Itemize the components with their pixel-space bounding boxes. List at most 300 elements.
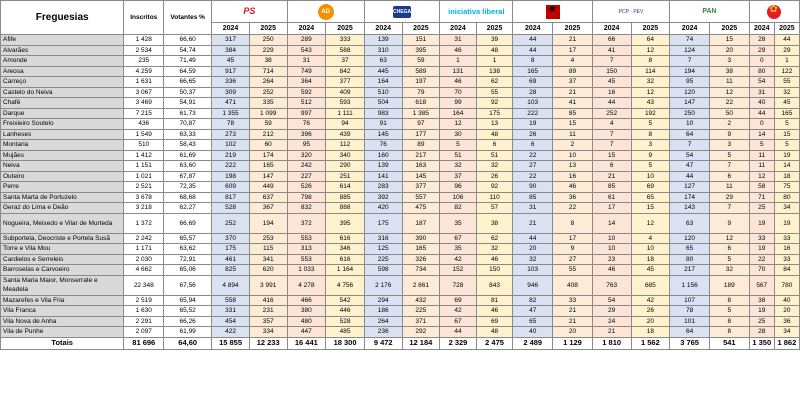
chega-logo-text: CHEGA xyxy=(393,6,411,18)
inscritos-cell: 1 549 xyxy=(124,129,164,140)
vote-cell: 44 xyxy=(440,327,477,338)
vote-cell: 331 xyxy=(212,306,250,317)
vote-cell: 983 xyxy=(364,108,402,119)
vote-cell: 1 164 xyxy=(326,265,365,276)
vote-cell: 139 xyxy=(364,161,402,172)
totals-votantes: 64,60 xyxy=(164,337,212,349)
vote-cell: 112 xyxy=(326,140,365,151)
livre-flower-icon xyxy=(767,5,781,19)
vote-cell: 26 xyxy=(513,129,553,140)
vote-cell: 69 xyxy=(631,182,670,193)
vote-cell: 51 xyxy=(476,150,513,161)
year-2025: 2025 xyxy=(249,23,287,35)
vote-cell: 96 xyxy=(440,182,477,193)
vote-cell: 57 xyxy=(476,203,513,214)
vote-cell: 24 xyxy=(592,316,631,327)
vote-cell: 728 xyxy=(440,275,477,295)
vote-cell: 504 xyxy=(364,98,402,109)
freguesia-name: Freixieiro Soutelo xyxy=(1,119,124,130)
vote-cell: 194 xyxy=(670,66,710,77)
vote-cell: 8 xyxy=(553,213,593,233)
year-2025: 2025 xyxy=(326,23,365,35)
vote-cell: 370 xyxy=(212,233,250,244)
vote-cell: 62 xyxy=(476,233,513,244)
freguesia-name: Carreço xyxy=(1,77,124,88)
table-row xyxy=(1,295,800,306)
freguesia-name: Mujães xyxy=(1,150,124,161)
table-row xyxy=(1,66,800,77)
vote-cell: 10 xyxy=(592,233,631,244)
vote-cell: 75 xyxy=(774,182,799,193)
vote-cell: 842 xyxy=(326,66,365,77)
vote-cell: 107 xyxy=(670,295,710,306)
freguesia-name: Vila Nova de Anha xyxy=(1,316,124,327)
vote-cell: 832 xyxy=(287,203,326,214)
votantes-cell: 63,62 xyxy=(164,244,212,255)
vote-cell: 618 xyxy=(402,98,440,109)
vote-cell: 95 xyxy=(670,77,710,88)
vote-cell: 439 xyxy=(326,129,365,140)
vote-cell: 997 xyxy=(287,108,326,119)
vote-cell: 588 xyxy=(326,45,365,56)
vote-cell: 885 xyxy=(326,192,365,203)
vote-cell: 6 xyxy=(476,140,513,151)
vote-cell: 15 xyxy=(592,150,631,161)
vote-cell: 192 xyxy=(631,108,670,119)
freguesia-name: Perre xyxy=(1,182,124,193)
table-row xyxy=(1,56,800,67)
vote-cell: 103 xyxy=(513,98,553,109)
vote-cell: 197 xyxy=(402,77,440,88)
vote-cell: 80 xyxy=(774,192,799,203)
vote-cell: 21 xyxy=(592,171,631,182)
vote-cell: 131 xyxy=(440,66,477,77)
vote-cell: 289 xyxy=(287,35,326,46)
table-row xyxy=(1,98,800,109)
vote-cell: 320 xyxy=(287,150,326,161)
votantes-cell: 58,43 xyxy=(164,140,212,151)
vote-cell: 15 xyxy=(774,129,799,140)
vote-cell: 5 xyxy=(631,119,670,130)
vote-cell: 340 xyxy=(326,150,365,161)
year-2025: 2025 xyxy=(402,23,440,35)
vote-cell: 1 033 xyxy=(287,265,326,276)
vote-cell: 317 xyxy=(212,35,250,46)
vote-cell: 94 xyxy=(326,119,365,130)
vote-cell: 817 xyxy=(212,192,250,203)
vote-cell: 34 xyxy=(774,203,799,214)
vote-cell: 32 xyxy=(476,161,513,172)
vote-cell: 212 xyxy=(249,129,287,140)
vote-cell: 946 xyxy=(513,275,553,295)
vote-cell: 51 xyxy=(440,150,477,161)
vote-cell: 92 xyxy=(476,98,513,109)
freguesia-name: Montaria xyxy=(1,140,124,151)
vote-cell: 0 xyxy=(749,56,774,67)
vote-cell: 20 xyxy=(709,45,749,56)
vote-cell: 14 xyxy=(592,213,631,233)
vote-cell: 253 xyxy=(249,233,287,244)
freguesia-name: Vila de Punhe xyxy=(1,327,124,338)
vote-cell: 7 xyxy=(709,203,749,214)
inscritos-cell: 2 291 xyxy=(124,316,164,327)
vote-cell: 145 xyxy=(364,129,402,140)
vote-cell: 150 xyxy=(476,265,513,276)
vote-cell: 15 xyxy=(553,119,593,130)
vote-cell: 32 xyxy=(774,87,799,98)
vote-cell: 10 xyxy=(631,171,670,182)
vote-cell: 120 xyxy=(670,87,710,98)
votantes-cell: 64,59 xyxy=(164,66,212,77)
vote-cell: 543 xyxy=(287,45,326,56)
votantes-cell: 63,60 xyxy=(164,161,212,172)
vote-cell: 44 xyxy=(670,171,710,182)
totals-vote-cell: 541 xyxy=(709,337,749,349)
vote-cell: 4 756 xyxy=(326,275,365,295)
vote-cell: 33 xyxy=(774,254,799,265)
vote-cell: 44 xyxy=(592,98,631,109)
vote-cell: 43 xyxy=(631,98,670,109)
vote-cell: 29 xyxy=(592,306,631,317)
ps-logo xyxy=(212,1,287,23)
vote-cell: 120 xyxy=(670,233,710,244)
vote-cell: 37 xyxy=(553,77,593,88)
vote-cell: 917 xyxy=(212,66,250,77)
vote-cell: 2 861 xyxy=(402,275,440,295)
year-2024: 2024 xyxy=(749,23,774,35)
vote-cell: 32 xyxy=(709,265,749,276)
vote-cell: 80 xyxy=(749,66,774,77)
totals-vote-cell: 2 475 xyxy=(476,337,513,349)
inscritos-cell: 1 151 xyxy=(124,161,164,172)
totals-vote-cell: 9 472 xyxy=(364,337,402,349)
vote-cell: 7 xyxy=(592,129,631,140)
vote-cell: 5 xyxy=(631,161,670,172)
vote-cell: 5 xyxy=(709,150,749,161)
votantes-cell: 54,74 xyxy=(164,45,212,56)
votantes-cell: 70,87 xyxy=(164,119,212,130)
vote-cell: 44 xyxy=(749,108,774,119)
vote-cell: 63 xyxy=(670,213,710,233)
vote-cell: 21 xyxy=(553,87,593,98)
vote-cell: 71 xyxy=(749,192,774,203)
inscritos-cell: 2 242 xyxy=(124,233,164,244)
vote-cell: 42 xyxy=(440,254,477,265)
vote-cell: 526 xyxy=(287,182,326,193)
vote-cell: 28 xyxy=(749,327,774,338)
inscritos-cell: 1 171 xyxy=(124,244,164,255)
vote-cell: 384 xyxy=(212,45,250,56)
vote-cell: 252 xyxy=(249,87,287,98)
vote-cell: 1 xyxy=(774,56,799,67)
vote-cell: 313 xyxy=(287,244,326,255)
vote-cell: 598 xyxy=(364,265,402,276)
vote-cell: 54 xyxy=(592,295,631,306)
vote-cell: 252 xyxy=(212,213,250,233)
vote-cell: 250 xyxy=(249,35,287,46)
year-2025: 2025 xyxy=(631,23,670,35)
vote-cell: 33 xyxy=(553,295,593,306)
votantes-cell: 72,35 xyxy=(164,182,212,193)
header-inscritos: Inscritos xyxy=(124,1,164,35)
vote-cell: 40 xyxy=(513,327,553,338)
vote-cell: 20 xyxy=(774,306,799,317)
vote-cell: 85 xyxy=(513,192,553,203)
vote-cell: 364 xyxy=(287,77,326,88)
totals-vote-cell: 1 129 xyxy=(553,337,593,349)
vote-cell: 11 xyxy=(709,182,749,193)
vote-cell: 5 xyxy=(709,306,749,317)
table-row xyxy=(1,161,800,172)
vote-cell: 115 xyxy=(249,244,287,255)
vote-cell: 1 385 xyxy=(402,108,440,119)
vote-cell: 31 xyxy=(440,35,477,46)
vote-cell: 333 xyxy=(326,35,365,46)
freguesia-name: Alvarães xyxy=(1,45,124,56)
vote-cell: 614 xyxy=(326,182,365,193)
vote-cell: 367 xyxy=(249,203,287,214)
vote-cell: 475 xyxy=(402,203,440,214)
vote-cell: 21 xyxy=(553,306,593,317)
vote-cell: 409 xyxy=(326,87,365,98)
totals-label: Totais xyxy=(1,337,124,349)
totals-vote-cell: 18 300 xyxy=(326,337,365,349)
vote-cell: 7 xyxy=(592,56,631,67)
vote-cell: 48 xyxy=(476,327,513,338)
vote-cell: 150 xyxy=(592,66,631,77)
vote-cell: 110 xyxy=(476,192,513,203)
year-2025: 2025 xyxy=(709,23,749,35)
vote-cell: 395 xyxy=(402,45,440,56)
vote-cell: 637 xyxy=(249,192,287,203)
vote-cell: 54 xyxy=(670,150,710,161)
vote-cell: 7 xyxy=(670,140,710,151)
vote-cell: 6 xyxy=(709,171,749,182)
vote-cell: 273 xyxy=(212,129,250,140)
vote-cell: 420 xyxy=(364,203,402,214)
vote-cell: 81 xyxy=(476,295,513,306)
vote-cell: 165 xyxy=(249,161,287,172)
vote-cell: 65 xyxy=(670,244,710,255)
vote-cell: 28 xyxy=(513,87,553,98)
vote-cell: 58 xyxy=(749,182,774,193)
vote-cell: 15 xyxy=(709,35,749,46)
vote-cell: 25 xyxy=(749,316,774,327)
vote-cell: 22 xyxy=(709,98,749,109)
vote-cell: 19 xyxy=(774,150,799,161)
table-row xyxy=(1,35,800,46)
vote-cell: 59 xyxy=(249,119,287,130)
vote-cell: 78 xyxy=(212,119,250,130)
vote-cell: 12 xyxy=(440,119,477,130)
inscritos-cell: 2 534 xyxy=(124,45,164,56)
vote-cell: 294 xyxy=(364,295,402,306)
vote-cell: 2 176 xyxy=(364,275,402,295)
vote-cell: 85 xyxy=(553,108,593,119)
inscritos-cell: 2 097 xyxy=(124,327,164,338)
freguesia-name: Amonde xyxy=(1,56,124,67)
be-logo xyxy=(513,1,592,23)
vote-cell: 3 xyxy=(709,56,749,67)
vote-cell: 165 xyxy=(402,244,440,255)
vote-cell: 9 xyxy=(553,244,593,255)
vote-cell: 106 xyxy=(440,192,477,203)
vote-cell: 84 xyxy=(774,265,799,276)
year-2025: 2025 xyxy=(553,23,593,35)
vote-cell: 30 xyxy=(440,129,477,140)
vote-cell: 250 xyxy=(670,108,710,119)
vote-cell: 32 xyxy=(513,254,553,265)
vote-cell: 198 xyxy=(212,171,250,182)
vote-cell: 346 xyxy=(326,244,365,255)
inscritos-cell: 4 662 xyxy=(124,265,164,276)
vote-cell: 7 xyxy=(670,56,710,67)
votantes-cell: 54,91 xyxy=(164,98,212,109)
vote-cell: 528 xyxy=(212,203,250,214)
vote-cell: 5 xyxy=(440,140,477,151)
vote-cell: 19 xyxy=(749,213,774,233)
vote-cell: 17 xyxy=(553,233,593,244)
vote-cell: 67 xyxy=(440,316,477,327)
vote-cell: 28 xyxy=(749,35,774,46)
vote-cell: 18 xyxy=(774,171,799,182)
vote-cell: 125 xyxy=(364,244,402,255)
vote-cell: 714 xyxy=(249,66,287,77)
pan-logo-text: PAN xyxy=(702,7,717,15)
vote-cell: 1 111 xyxy=(326,108,365,119)
vote-cell: 380 xyxy=(287,306,326,317)
vote-cell: 6 xyxy=(513,140,553,151)
vote-cell: 55 xyxy=(476,87,513,98)
vote-cell: 3 xyxy=(709,140,749,151)
vote-cell: 47 xyxy=(513,306,553,317)
table-row xyxy=(1,77,800,88)
vote-cell: 11 xyxy=(553,129,593,140)
vote-cell: 593 xyxy=(326,98,365,109)
vote-cell: 27 xyxy=(553,254,593,265)
inscritos-cell: 1 630 xyxy=(124,306,164,317)
year-2024: 2024 xyxy=(592,23,631,35)
totals-vote-cell: 2 489 xyxy=(513,337,553,349)
vote-cell: 194 xyxy=(249,213,287,233)
vote-cell: 8 xyxy=(709,327,749,338)
vote-cell: 10 xyxy=(670,119,710,130)
vote-cell: 8 xyxy=(709,316,749,327)
vote-cell: 8 xyxy=(513,56,553,67)
inscritos-cell: 2 030 xyxy=(124,254,164,265)
vote-cell: 2 xyxy=(709,119,749,130)
vote-cell: 55 xyxy=(774,77,799,88)
inscritos-cell: 22 348 xyxy=(124,275,164,295)
vote-cell: 5 xyxy=(774,119,799,130)
vote-cell: 165 xyxy=(513,66,553,77)
vote-cell: 54 xyxy=(749,77,774,88)
vote-cell: 512 xyxy=(287,98,326,109)
vote-cell: 567 xyxy=(749,275,774,295)
vote-cell: 38 xyxy=(249,56,287,67)
vote-cell: 189 xyxy=(709,275,749,295)
vote-cell: 69 xyxy=(440,295,477,306)
vote-cell: 222 xyxy=(212,161,250,172)
vote-cell: 264 xyxy=(364,316,402,327)
votantes-cell: 66,69 xyxy=(164,213,212,233)
vote-cell: 4 278 xyxy=(287,275,326,295)
vote-cell: 186 xyxy=(364,306,402,317)
vote-cell: 69 xyxy=(513,77,553,88)
freguesia-name: Neiva xyxy=(1,161,124,172)
vote-cell: 13 xyxy=(476,119,513,130)
vote-cell: 82 xyxy=(440,203,477,214)
table-row xyxy=(1,244,800,255)
year-2024: 2024 xyxy=(364,23,402,35)
freguesia-name: Chafé xyxy=(1,98,124,109)
vote-cell: 5 xyxy=(774,140,799,151)
vote-cell: 44 xyxy=(513,45,553,56)
vote-cell: 139 xyxy=(364,35,402,46)
be-star-icon xyxy=(546,5,560,19)
vote-cell: 37 xyxy=(326,56,365,67)
vote-cell: 80 xyxy=(670,254,710,265)
vote-cell: 843 xyxy=(476,275,513,295)
inscritos-cell: 7 215 xyxy=(124,108,164,119)
vote-cell: 44 xyxy=(774,35,799,46)
vote-cell: 95 xyxy=(287,140,326,151)
vote-cell: 749 xyxy=(287,66,326,77)
vote-cell: 316 xyxy=(364,233,402,244)
vote-cell: 447 xyxy=(287,327,326,338)
vote-cell: 66 xyxy=(592,35,631,46)
year-2024: 2024 xyxy=(287,23,326,35)
vote-cell: 64 xyxy=(631,35,670,46)
vote-cell: 97 xyxy=(402,119,440,130)
vote-cell: 283 xyxy=(364,182,402,193)
vote-cell: 326 xyxy=(402,254,440,265)
freguesia-name: Santa Maria Maior, Monserrate e Meadela xyxy=(1,275,124,295)
vote-cell: 236 xyxy=(364,327,402,338)
vote-cell: 143 xyxy=(670,203,710,214)
inscritos-cell: 436 xyxy=(124,119,164,130)
vote-cell: 174 xyxy=(670,192,710,203)
vote-cell: 471 xyxy=(212,98,250,109)
vote-cell: 19 xyxy=(774,213,799,233)
vote-cell: 46 xyxy=(440,77,477,88)
vote-cell: 47 xyxy=(670,161,710,172)
vote-cell: 528 xyxy=(326,316,365,327)
vote-cell: 309 xyxy=(212,87,250,98)
vote-cell: 124 xyxy=(670,45,710,56)
vote-cell: 10 xyxy=(592,244,631,255)
vote-cell: 160 xyxy=(364,150,402,161)
vote-cell: 357 xyxy=(249,316,287,327)
vote-cell: 377 xyxy=(326,77,365,88)
vote-cell: 165 xyxy=(774,108,799,119)
vote-cell: 557 xyxy=(402,192,440,203)
freguesia-name: Darque xyxy=(1,108,124,119)
vote-cell: 10 xyxy=(553,150,593,161)
vote-cell: 187 xyxy=(402,213,440,233)
vote-cell: 177 xyxy=(402,129,440,140)
vote-cell: 222 xyxy=(513,108,553,119)
vote-cell: 45 xyxy=(212,56,250,67)
vote-cell: 20 xyxy=(631,316,670,327)
vote-cell: 42 xyxy=(440,306,477,317)
vote-cell: 23 xyxy=(592,254,631,265)
freguesia-name: Lanheses xyxy=(1,129,124,140)
vote-cell: 225 xyxy=(402,306,440,317)
vote-cell: 91 xyxy=(364,119,402,130)
vote-cell: 445 xyxy=(364,66,402,77)
vote-cell: 3 xyxy=(631,140,670,151)
